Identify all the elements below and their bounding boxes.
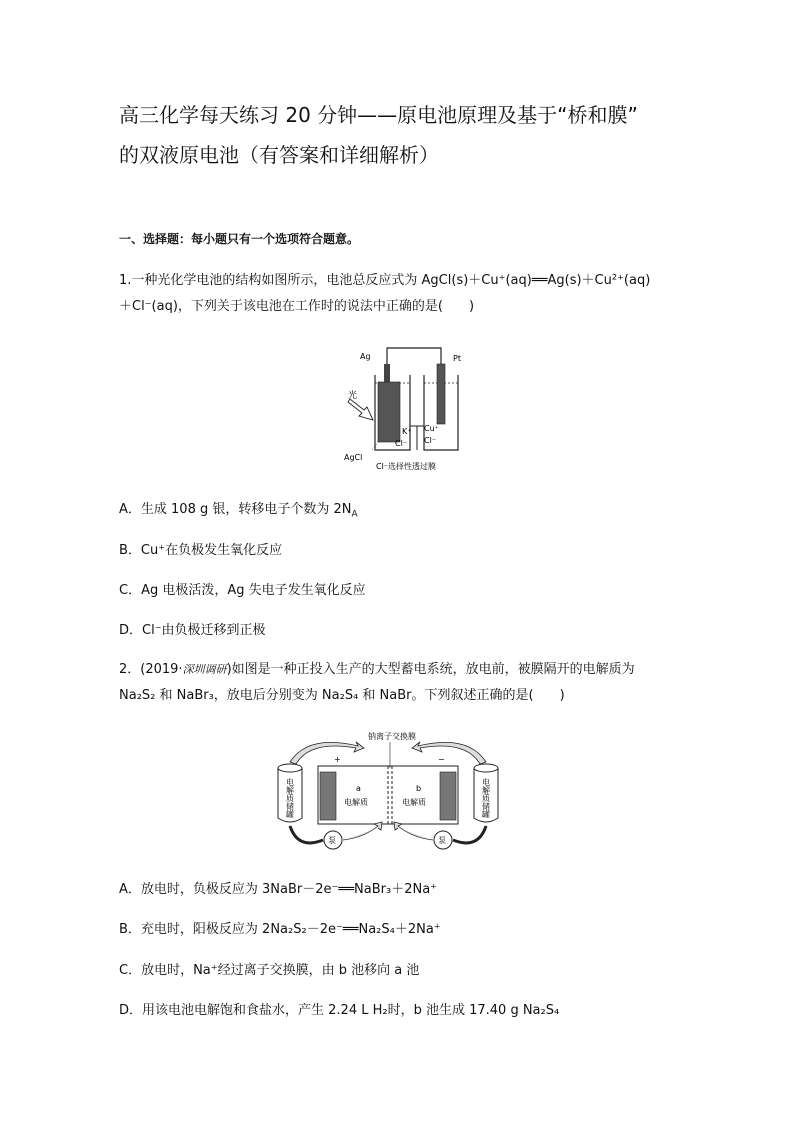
title-line-2: 的双液原电池（有答案和详细解析） — [119, 143, 439, 167]
question-2-source: 深圳调研 — [182, 663, 227, 676]
title-line-1: 高三化学每天练习 20 分钟——原电池原理及基于“桥和膜” — [119, 103, 638, 127]
q2-membrane-label: 钠离子交换膜 — [368, 732, 416, 741]
question-1-option-c[interactable]: C．Ag 电极活泼，Ag 失电子发生氧化反应 — [119, 583, 366, 598]
pump-right-label: 泵 — [438, 836, 446, 845]
question-1-stem — [119, 268, 679, 320]
pump-left-label: 泵 — [328, 836, 336, 845]
cell-a-letter: a — [356, 784, 361, 793]
cu-ion-label: Cu⁺ — [424, 424, 439, 433]
question-2-stem — [119, 657, 679, 709]
question-2-line-2: Na₂S₂ 和 NaBr₃，放电后分别变为 Na₂S₄ 和 NaBr。下列叙述正确的是( ) — [119, 688, 565, 703]
membrane-label: Cl⁻选择性透过膜 — [376, 462, 437, 471]
light-label: 光 — [348, 391, 358, 401]
cell-b-letter: b — [416, 784, 422, 793]
minus-sign: − — [438, 755, 445, 764]
question-2-figure — [268, 728, 508, 858]
question-2-option-b[interactable]: B．充电时，阳极反应为 2Na₂S₂－2e⁻══Na₂S₄＋2Na⁺ — [119, 922, 441, 937]
plus-sign: + — [334, 755, 341, 764]
question-2-option-a[interactable]: A．放电时，负极反应为 3NaBr－2e⁻══NaBr₃＋2Na⁺ — [119, 882, 438, 897]
document-title — [119, 95, 699, 175]
question-2-option-d[interactable]: D．用该电池电解饱和食盐水，产生 2.24 L H₂时，b 池生成 17.40 g Na₂S₄ — [119, 1003, 560, 1018]
cell-a-electrolyte: 电解质 — [344, 798, 368, 807]
cl-ion-left-label: Cl⁻ — [395, 439, 408, 448]
question-1-line-1: 1.一种光化学电池的结构如图所示，电池总反应式为 AgCl(s)＋Cu⁺(aq)══Ag(s)＋Cu²⁺(aq) — [119, 273, 651, 288]
question-2-line-1: 2．(2019·深圳调研)如图是一种正投入生产的大型蓄电系统，放电前，被膜隔开的电解质为 — [119, 662, 635, 677]
pt-label: Pt — [453, 354, 461, 363]
ag-label: Ag — [360, 352, 371, 361]
question-1-line-2: ＋Cl⁻(aq)，下列关于该电池在工作时的说法中正确的是( ) — [119, 299, 475, 314]
question-1-figure — [340, 342, 470, 474]
question-2-option-c[interactable]: C．放电时，Na⁺经过离子交换膜，由 b 池移向 a 池 — [119, 963, 420, 978]
cl-ion-right-label: Cl⁻ — [424, 436, 437, 445]
question-1-option-b[interactable]: B．Cu⁺在负极发生氧化反应 — [119, 543, 283, 558]
agcl-label: AgCl — [344, 453, 363, 462]
left-tank-label: 电解质储罐 — [285, 778, 295, 818]
right-tank-label: 电解质储罐 — [481, 778, 491, 818]
question-1-option-d[interactable]: D．Cl⁻由负极迁移到正极 — [119, 623, 266, 638]
section-heading: 一、选择题：每小题只有一个选项符合题意。 — [119, 232, 360, 246]
cell-b-electrolyte: 电解质 — [402, 798, 426, 807]
k-ion-label: K⁺ — [402, 427, 412, 436]
question-1-option-a[interactable]: A．生成 108 g 银，转移电子个数为 $2N_A$ — [119, 502, 358, 520]
